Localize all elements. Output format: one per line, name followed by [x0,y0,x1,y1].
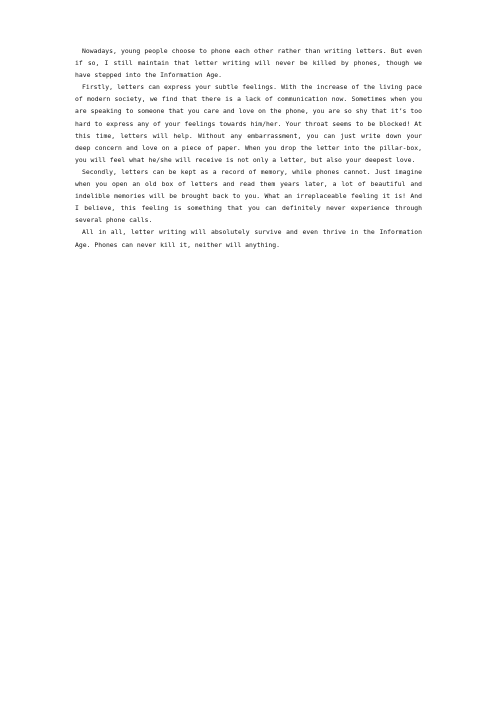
paragraph-intro: Nowadays, young people choose to phone each other rather than writing letters. But even if so, I still maintain that letter writing will never be killed by phones, though we have stepped into the Information Age. [75,47,422,80]
paragraph-conclusion: All in all, letter writing will absolutely survive and even thrive in the Information Age. Phones can never kill it, neither will anything. [75,228,422,249]
paragraph-secondly: Secondly, letters can be kept as a record of memory, while phones cannot. Just imagine when you open an old box of letters and read them years later, a lot of beautiful and indelible memories will be brought back to you. What an irreplaceable feeling it is! And I believe, this feeling is something that you can definitely never experience through several phone calls. [75,167,422,225]
paragraph-firstly: Firstly, letters can express your subtle feelings. With the increase of the living pace of modern society, we find that there is a lack of communication now. Sometimes when you are speaking to someone that you care and love on the phone, you are so shy that it’s too hard to express any of your feelings towards him/her. Your throat seems to be blocked! At this time, letters will help. Without any embarrassment, you can just write down your deep concern and love on a piece of paper. When you drop the letter into the pillar-box, you will feel what he/she will receive is not only a letter, but also your deepest love. [75,83,422,164]
essay-body [75,45,422,251]
